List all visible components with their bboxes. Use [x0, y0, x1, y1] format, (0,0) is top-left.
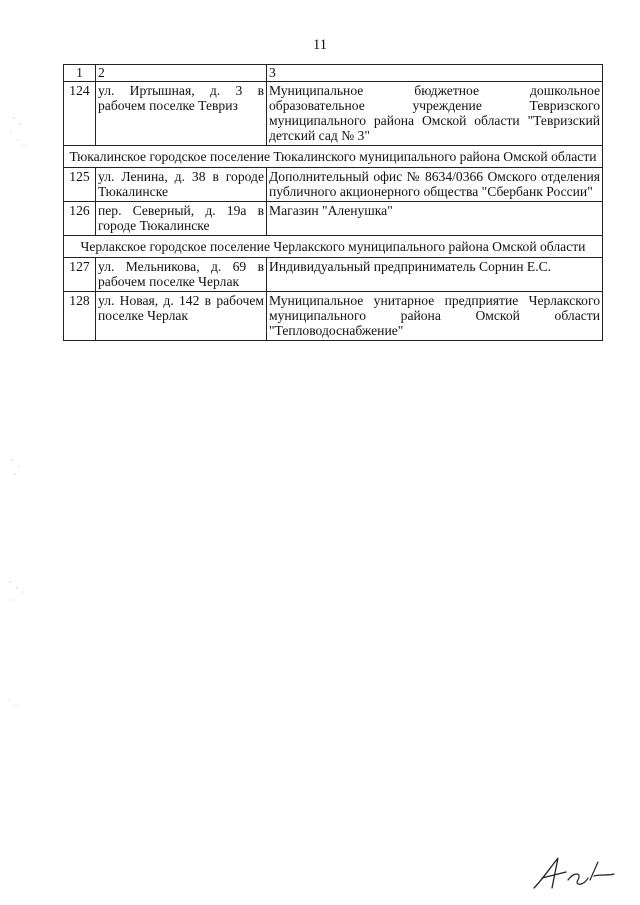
row-organization: Магазин "Аленушка" [267, 202, 603, 236]
row-organization: Дополнительный офис № 8634/0366 Омского отделения публичного акционерного общества "Сбербанк России" [267, 168, 603, 202]
row-number: 128 [64, 292, 96, 341]
group-title: Тюкалинское городское поселение Тюкалинского муниципального района Омской области [64, 146, 603, 168]
group-header-row [64, 236, 603, 258]
row-organization: Муниципальное унитарное предприятие Черлакского муниципального района Омской области "Тепловодоснабжение" [267, 292, 603, 341]
row-organization: Муниципальное бюджетное дошкольное образовательное учреждение Тевризского муниципального района Омской области "Тевризский детский сад № 3" [267, 82, 603, 146]
row-number: 126 [64, 202, 96, 236]
header-col-2: 2 [96, 65, 267, 82]
handwritten-initials [528, 850, 618, 895]
header-col-1: 1 [64, 65, 96, 82]
row-number: 124 [64, 82, 96, 146]
header-col-3: 3 [267, 65, 603, 82]
table-row [64, 202, 603, 236]
table-row [64, 82, 603, 146]
page-number: 11 [313, 37, 327, 53]
row-organization: Индивидуальный предприниматель Сорнин Е.С. [267, 258, 603, 292]
table-header-row [64, 65, 603, 82]
row-number: 127 [64, 258, 96, 292]
row-address: ул. Иртышная, д. 3 в рабочем поселке Тевриз [96, 82, 267, 146]
registry-table [63, 64, 603, 341]
row-address: ул. Новая, д. 142 в рабочем поселке Черлак [96, 292, 267, 341]
group-header-row [64, 146, 603, 168]
row-address: пер. Северный, д. 19а в городе Тюкалинске [96, 202, 267, 236]
row-number: 125 [64, 168, 96, 202]
table-row [64, 168, 603, 202]
row-address: ул. Ленина, д. 38 в городе Тюкалинске [96, 168, 267, 202]
group-title: Черлакское городское поселение Черлакского муниципального района Омской области [64, 236, 603, 258]
table-row [64, 258, 603, 292]
table-row [64, 292, 603, 341]
row-address: ул. Мельникова, д. 69 в рабочем поселке Черлак [96, 258, 267, 292]
